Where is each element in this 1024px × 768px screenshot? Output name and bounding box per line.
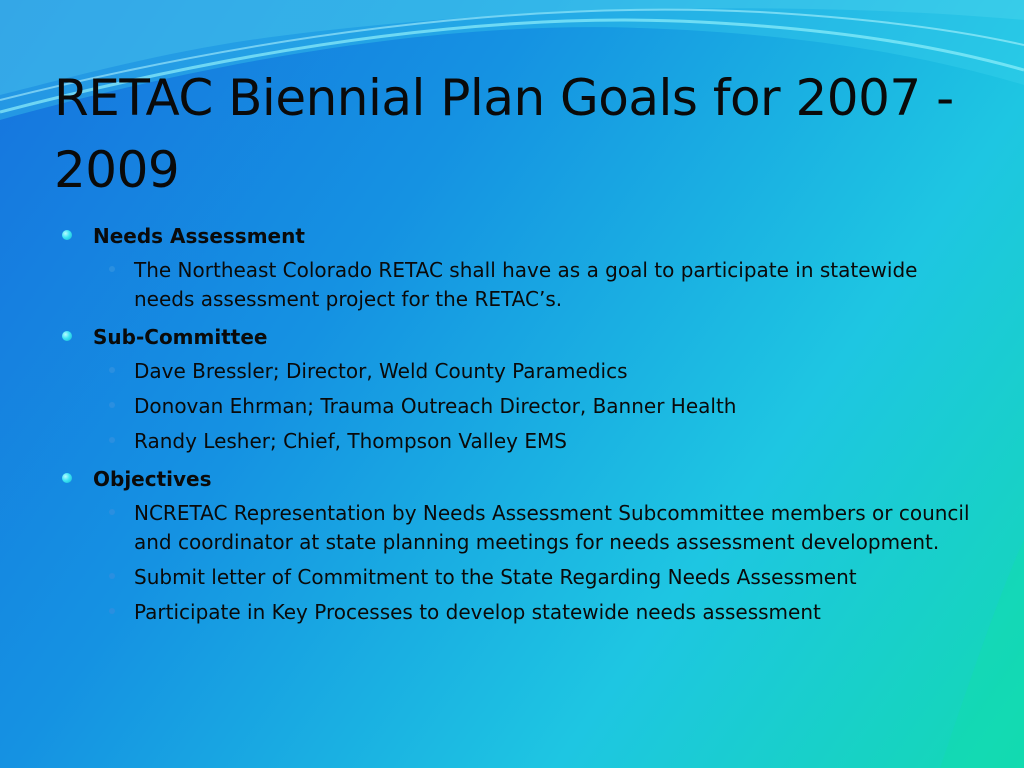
list-item — [93, 598, 980, 627]
bullet-icon — [62, 473, 72, 483]
sub-bullet-icon — [109, 509, 115, 515]
sub-bullet-icon — [109, 573, 115, 579]
bullet-icon — [62, 331, 72, 341]
sub-bullet-icon — [109, 367, 115, 373]
bullet-icon — [62, 230, 72, 240]
list-item-text: Participate in Key Processes to develop statewide needs assessment — [134, 600, 821, 624]
list-item-text: Submit letter of Commitment to the State Regarding Needs Assessment — [134, 565, 857, 589]
list-item — [93, 256, 980, 314]
list-item-text: Dave Bressler; Director, Weld County Paramedics — [134, 359, 628, 383]
list-item — [93, 563, 980, 592]
sub-bullet-icon — [109, 402, 115, 408]
list-item-text: NCRETAC Representation by Needs Assessment Subcommittee members or council and coordinator at state planning meetings for needs assessment development. — [134, 501, 970, 554]
sub-bullet-icon — [109, 608, 115, 614]
sub-bullet-icon — [109, 266, 115, 272]
list-item — [93, 392, 980, 421]
section-heading: Needs Assessment — [93, 224, 305, 248]
slide-title: RETAC Biennial Plan Goals for 2007 - 2009 — [54, 69, 954, 199]
section-objectives — [60, 465, 980, 627]
list-item — [93, 357, 980, 386]
slide-body — [60, 222, 980, 627]
list-item-text: Donovan Ehrman; Trauma Outreach Director, Banner Health — [134, 394, 737, 418]
sub-bullet-icon — [109, 437, 115, 443]
list-item — [93, 499, 980, 557]
section-heading: Sub-Committee — [93, 325, 268, 349]
section-sub-committee — [60, 323, 980, 456]
section-needs-assessment — [60, 222, 980, 314]
section-heading: Objectives — [93, 467, 212, 491]
list-item-text: Randy Lesher; Chief, Thompson Valley EMS — [134, 429, 567, 453]
list-item-text: The Northeast Colorado RETAC shall have as a goal to participate in statewide needs assessment project for the RETAC’s. — [134, 258, 918, 311]
list-item — [93, 427, 980, 456]
